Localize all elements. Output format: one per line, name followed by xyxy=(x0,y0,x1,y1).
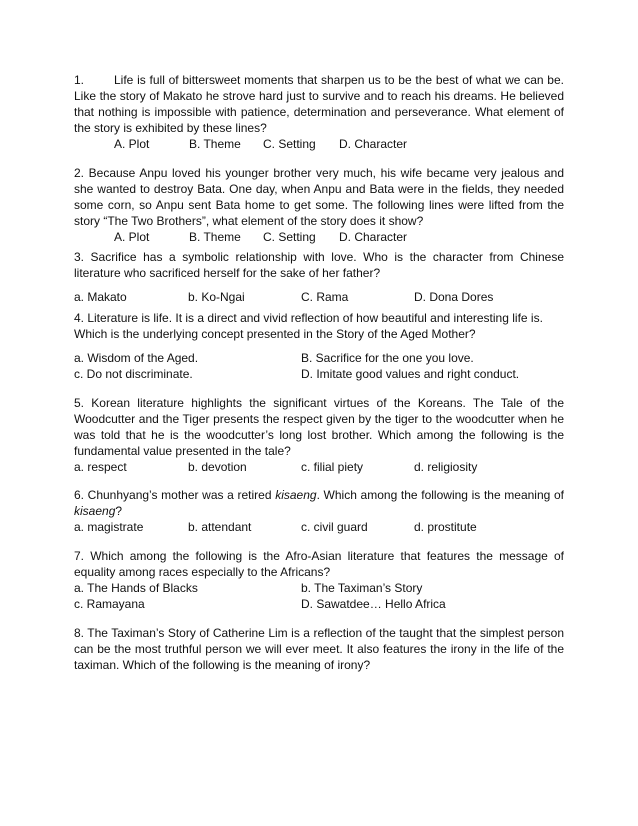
question-7-options xyxy=(74,580,564,612)
question-2-options xyxy=(74,229,564,245)
option: D. Dona Dores xyxy=(414,290,494,304)
option: D. Imitate good values and right conduct. xyxy=(301,367,520,381)
option: a. Wisdom of the Aged. xyxy=(74,351,199,365)
question-5-options xyxy=(74,459,564,475)
option: b. The Taximan’s Story xyxy=(301,581,423,595)
option: c. Do not discriminate. xyxy=(74,367,193,381)
question-8: 8. The Taximan’s Story of Catherine Lim is a reflection of the taught that the simplest person can be the most truthful person we will ever meet. It also features the irony in the life of the taximan. Which of the following is the meaning of irony? xyxy=(74,626,564,672)
question-5: 5. Korean literature highlights the significant virtues of the Koreans. The Tale of the Woodcutter and the Tiger presents the respect given by the tiger to the woodcutter when he was told that he is the woodcutter’s long lost brother. Which among the following is the fundamental value presented in the tale? xyxy=(74,396,564,458)
question-3: 3. Sacrifice has a symbolic relationship with love. Who is the character from Chinese literature who sacrificed herself for the sake of her father? xyxy=(74,250,564,280)
question-1-text: Life is full of bittersweet moments that sharpen us to be the best of what we can be. Like the story of Makato he strove hard just to survive and to reach his dreams. He believed that nothing is impossible with patience, determination and perseverance. What element of the story is exhibited by these lines? xyxy=(74,73,564,135)
option: D. Sawatdee… Hello Africa xyxy=(301,597,446,611)
option: B. Sacrifice for the one you love. xyxy=(301,351,474,365)
question-1 xyxy=(74,72,564,136)
option: C. Setting xyxy=(263,137,316,151)
question-7: 7. Which among the following is the Afro-Asian literature that features the message of equality among races especially to the Africans? xyxy=(74,549,564,579)
option: D. Character xyxy=(339,230,408,244)
question-6-text-2: . Which among the following is the meaning of xyxy=(316,488,564,502)
option: b. attendant xyxy=(188,520,252,534)
option: c. filial piety xyxy=(301,460,364,474)
question-4-options xyxy=(74,350,564,382)
question-6-options xyxy=(74,519,564,535)
option: C. Rama xyxy=(301,290,349,304)
document-page xyxy=(74,72,564,673)
option: a. The Hands of Blacks xyxy=(74,581,198,595)
option: B. Theme xyxy=(189,137,241,151)
question-2: 2. Because Anpu loved his younger brother very much, his wife became very jealous and she wanted to destroy Bata. One day, when Anpu and Bata were in the fields, they needed some corn, so Anpu sent Bata home to get some. The following lines were lifted from the story “The Two Brothers”, what element of the story does it show? xyxy=(74,166,564,228)
question-6 xyxy=(74,487,564,519)
option: b. devotion xyxy=(188,460,247,474)
option: D. Character xyxy=(339,137,408,151)
option: c. civil guard xyxy=(301,520,368,534)
question-3-options xyxy=(74,289,564,305)
question-6-term-2: kisaeng xyxy=(74,504,116,518)
option: c. Ramayana xyxy=(74,597,145,611)
option: A. Plot xyxy=(114,137,150,151)
question-6-text-1: 6. Chunhyang’s mother was a retired xyxy=(74,488,276,502)
question-1-number: 1. xyxy=(74,73,85,87)
option: B. Theme xyxy=(189,230,241,244)
option: a. Makato xyxy=(74,290,127,304)
question-6-term: kisaeng xyxy=(275,488,317,502)
option: d. prostitute xyxy=(414,520,477,534)
option: a. magistrate xyxy=(74,520,144,534)
question-4: 4. Literature is life. It is a direct and vivid reflection of how beautiful and interesting life is. Which is the underlying concept presented in the Story of the Aged Mother? xyxy=(74,311,543,341)
option: A. Plot xyxy=(114,230,150,244)
option: C. Setting xyxy=(263,230,316,244)
question-6-text-3: ? xyxy=(115,504,123,518)
option: a. respect xyxy=(74,460,127,474)
option: b. Ko-Ngai xyxy=(188,290,245,304)
option: d. religiosity xyxy=(414,460,478,474)
question-1-options xyxy=(74,136,564,152)
